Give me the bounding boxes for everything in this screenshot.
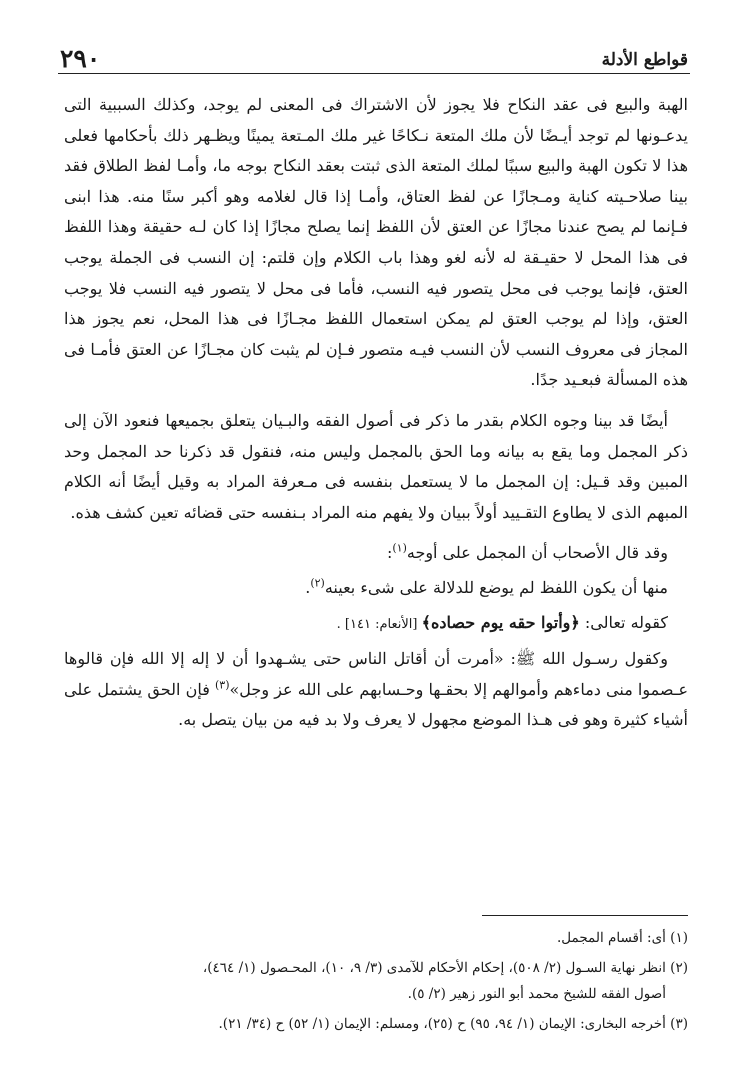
quran-verse: ﴿وأتوا حقه يوم حصاده﴾	[421, 612, 580, 632]
paragraph-3	[64, 538, 688, 569]
main-text	[64, 90, 688, 746]
paragraph-5	[64, 608, 688, 641]
page-number: ٢٩٠	[60, 44, 101, 73]
footnote-2-continuation: أصول الفقه للشيخ محمد أبو النور زهير (٢/ ٥).	[407, 986, 666, 1002]
verse-reference: [الأنعام: ١٤١] .	[336, 616, 422, 632]
page-header	[58, 40, 690, 74]
footnote-1: (١) أى: أقسام المجمل.	[557, 930, 688, 946]
footnote-2: (٢) انظر نهاية السـول (٢/ ٥٠٨)، إحكام الأحكام للآمدى (٣/ ٩، ١٠)، المحـصول (١/ ٤٦٤)،	[202, 960, 688, 976]
paragraph-4-text: منها أن يكون اللفظ لم يوضع للدلالة على شىء بعينه	[324, 577, 668, 597]
paragraph-6	[64, 644, 688, 736]
paragraph-3-text: وقد قال الأصحاب أن المجمل على أوجه	[406, 543, 668, 563]
paragraph-6-text: وكقول رسـول الله ﷺ: «أمرت أن أقاتل الناس حتى يشـهدوا أن لا إله إلا الله فإن قالوها عـصموا منى دماءهم وأموالهم إلا بحقـها وحـسابهم على الله عز وجل»	[64, 649, 688, 699]
header-rule	[58, 73, 690, 74]
paragraph-6-end: فإن الحق يشتمل على أشياء كثيرة وهو فى هـذا الموضع مجهول لا يعرف ولا بد فيه من بيان يتصل به.	[64, 679, 688, 730]
paragraph-1: الهبة والبيع فى عقد النكاح فلا يجوز لأن الاشتراك فى المعنى لم يوجد، وكذلك السببية التى يدعـونها لم توجد أيـضًا لأن ملك المتعة نـكاحًا غير ملك المـتعة يمينًا ويظـهر ذلك بأحكامها فعلى هذا لا تكون الهبة والبيع سببًا لملك المتعة الذى ثبتت بعقد النكاح بوجه ما، وأمـا لفظ الطلاق فقد بينا صلاحـيته كناية ومـجازًا عن لفظ العتاق، وأمـا إذا قال لغلامه وهو أكبر سنًا منه. هذا ابنى فـإنما لم يصح عندنا مجازًا عن العتق لأن اللفظ إنما يصلح مجازًا إذا كان لـه حقيقة وهذا اللفظ فى هذا المحل لا حقيـقة له لأنه لغو وهذا باب الكلام وإن قلتم: إن النسب فى الجملة يوجب العتق، فإنما يوجب فى محل يتصور فيه النسب، فأما فى محل لا يتصور فيه النسب فلا يوجب العتق، وإذا لم يوجب العتق لم يمكن استعمال اللفظ مجـازًا فى هذا المحل، نعم يجوز هذا المجاز فى معروف النسب لأن النسب فيـه متصور فـإن لم يثبت كان مجـازًا عن العتق فأمـا فى هذه المسألة فبعـيد جدًا.	[64, 95, 689, 390]
footnotes	[64, 925, 688, 1041]
paragraph-4-end: .	[305, 577, 311, 597]
paragraph-5-lead: كقوله تعالى:	[579, 612, 668, 632]
footnote-ref-1: (١)	[392, 541, 407, 555]
running-title: قواطع الأدلة	[601, 50, 688, 70]
footnote-3: (٣) أخرجه البخارى: الإيمان (١/ ٩٤، ٩٥) ح (٢٥)، ومسلم: الإيمان (١/ ٥٢) ح (٣٤/ ٢١).	[218, 1016, 688, 1032]
footnote-ref-2: (٢)	[310, 576, 325, 590]
footnote-separator	[482, 915, 688, 916]
paragraph-3-end: :	[386, 543, 393, 563]
paragraph-2: أيضًا قد بينا وجوه الكلام بقدر ما ذكر فى أصول الفقه والبـيان يتعلق بجميعها فنعود الآن إلى ذكر المجمل وما يقع به بيانه وما الحق بالمجمل وليس منه، فنقول قد ذكرنا حد المجمل وحد المبين وقد قـيل: إن المجمل ما لا يستعمل بنفسه فى مـعرفة المراد به وقيل أيضًا أنه الكلام المبهم الذى لا يطاوع التقـييد أولاً ببيان ولا يفهم منه المراد بـنفسه حتى قضائه تعين كشف هذه.	[64, 410, 688, 522]
paragraph-4	[64, 573, 688, 604]
footnote-ref-3: (٣)	[215, 678, 230, 692]
